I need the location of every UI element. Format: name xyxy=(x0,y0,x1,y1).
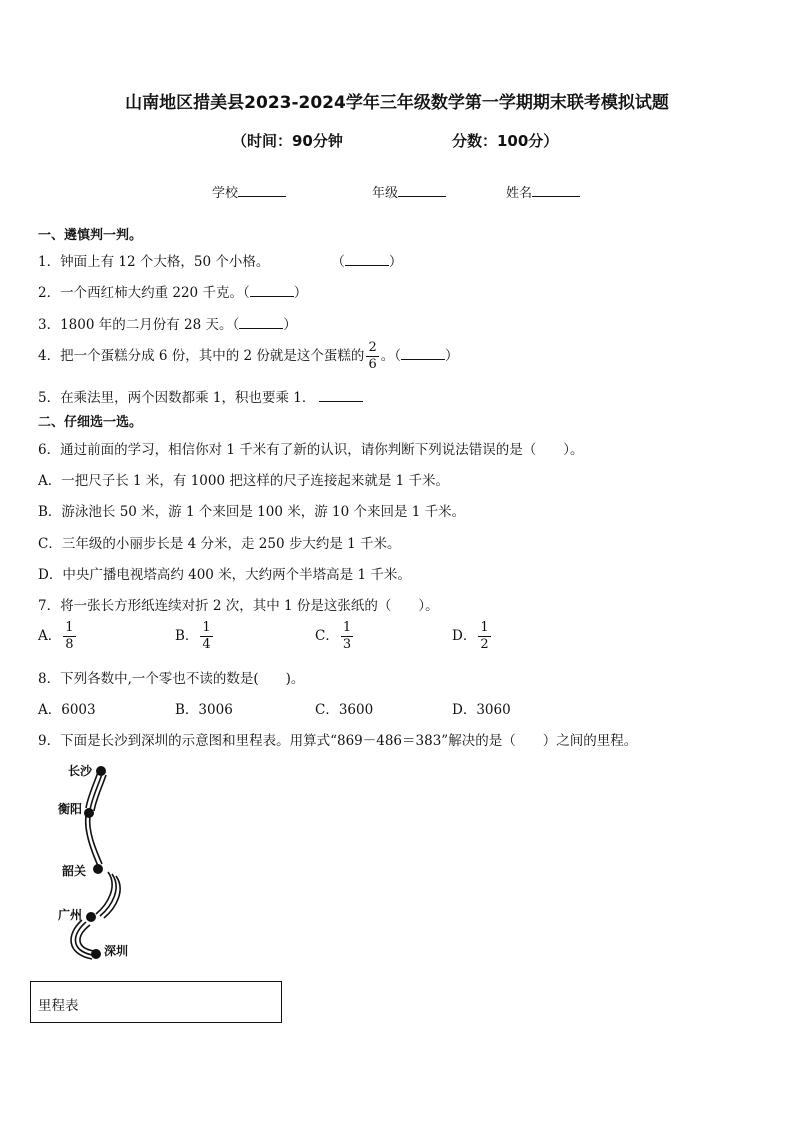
exam-score: 分数：100分） xyxy=(452,132,559,150)
question-7-option-d[interactable]: D． $\frac{1}{2}$ xyxy=(452,620,489,652)
answer-blank[interactable] xyxy=(239,316,283,329)
grade-label: 年级 xyxy=(372,186,399,201)
route-segment xyxy=(86,816,98,866)
route-segment xyxy=(90,816,102,864)
city-dot-guangzhou xyxy=(86,912,96,922)
grade-blank[interactable] xyxy=(398,184,446,197)
question-8-option-c[interactable]: C．3600 xyxy=(315,702,374,718)
question-9-stem: 9．下面是长沙到深圳的示意图和里程表。用算式“869－486＝383”解决的是（ ）之间的里程。 xyxy=(38,733,638,749)
city-label-changsha: 长沙 xyxy=(68,764,93,778)
question-8-option-b[interactable]: B．3006 xyxy=(175,702,233,718)
section-one-heading: 一、遴慎判一判。 xyxy=(38,228,143,243)
judge-item-3: 3．1800 年的二月份有 28 天。（ ） xyxy=(38,317,297,333)
question-8-option-a[interactable]: A．6003 xyxy=(38,702,96,718)
question-6-option-a[interactable]: A．一把尺子长 1 米，有 1000 把这样的尺子连接起来就是 1 千米。 xyxy=(38,473,450,489)
fraction: $\frac{2}{6}$ xyxy=(368,340,377,372)
question-6-option-b[interactable]: B．游泳池长 50 米，游 1 个来回是 100 米，游 10 个来回是 1 千米。 xyxy=(38,504,466,520)
name-field xyxy=(506,182,580,201)
route-segment xyxy=(104,876,120,918)
judge-item-2: 2．一个西红柿大约重 220 千克。（ ） xyxy=(38,285,308,301)
judge-item-4: 4．把一个蛋糕分成 6 份，其中的 2 份就是这个蛋糕的 $\frac{2}{6}$ 。（ ） xyxy=(38,340,459,372)
city-label-shaoguan: 韶关 xyxy=(62,864,87,878)
fraction: $\frac{1}{3}$ xyxy=(342,620,352,652)
question-7-stem: 7．将一张长方形纸连续对折 2 次，其中 1 份是这张纸的（ ）。 xyxy=(38,598,439,614)
question-8-stem: 8．下列各数中,一个零也不读的数是( )。 xyxy=(38,671,305,687)
answer-blank[interactable] xyxy=(401,347,445,360)
question-7-option-b[interactable]: B． $\frac{1}{4}$ xyxy=(175,620,211,652)
city-label-shenzhen: 深圳 xyxy=(104,944,129,958)
judge-item-1: 1．钟面上有 12 个大格，50 个小格。 （ ） xyxy=(38,254,403,270)
city-dot-shenzhen xyxy=(91,949,101,959)
exam-title: 山南地区措美县2023-2024学年三年级数学第一学期期末联考模拟试题 xyxy=(125,93,669,113)
mileage-table-label: 里程表 xyxy=(38,998,79,1014)
exam-time: （时间：90分钟 xyxy=(232,132,343,150)
judge-item-5: 5．在乘法里，两个因数都乘 1，积也要乘 1． xyxy=(38,386,363,406)
city-dot-changsha xyxy=(96,766,106,776)
city-dot-hengyang xyxy=(84,808,94,818)
city-label-guangzhou: 广州 xyxy=(58,908,83,922)
route-segment xyxy=(75,922,92,955)
route-segment xyxy=(71,920,92,959)
name-blank[interactable] xyxy=(532,184,580,197)
name-label: 姓名 xyxy=(506,186,533,201)
city-label-hengyang: 衡阳 xyxy=(58,802,83,816)
fraction: $\frac{1}{2}$ xyxy=(480,620,489,652)
route-segment xyxy=(96,872,112,914)
answer-blank[interactable] xyxy=(250,284,294,297)
answer-blank[interactable] xyxy=(319,389,363,402)
route-segment xyxy=(90,774,102,810)
section-two-heading: 二、仔细选一选。 xyxy=(38,415,143,430)
route-segment xyxy=(80,925,94,951)
fraction: $\frac{1}{8}$ xyxy=(65,620,74,652)
question-7-option-a[interactable]: A． $\frac{1}{8}$ xyxy=(38,620,74,652)
school-label: 学校 xyxy=(212,186,239,201)
answer-blank[interactable] xyxy=(345,253,389,266)
route-segment xyxy=(94,775,106,811)
grade-field xyxy=(372,182,446,201)
city-dot-shaoguan xyxy=(93,864,103,874)
question-6-option-c[interactable]: C．三年级的小丽步长是 4 分米，走 250 步大约是 1 千米。 xyxy=(38,536,401,552)
question-8-option-d[interactable]: D．3060 xyxy=(452,702,511,718)
question-6-option-d[interactable]: D．中央广播电视塔高约 400 米，大约两个半塔高是 1 千米。 xyxy=(38,567,411,583)
route-segment xyxy=(100,874,116,916)
mileage-table xyxy=(30,981,282,1023)
school-field xyxy=(212,182,286,201)
question-7-option-c[interactable]: C． $\frac{1}{3}$ xyxy=(315,620,352,652)
question-6-stem: 6．通过前面的学习，相信你对 1 千米有了新的认识，请你判断下列说法错误的是（ ）。 xyxy=(38,442,584,458)
fraction: $\frac{1}{4}$ xyxy=(202,620,211,652)
school-blank[interactable] xyxy=(238,184,286,197)
